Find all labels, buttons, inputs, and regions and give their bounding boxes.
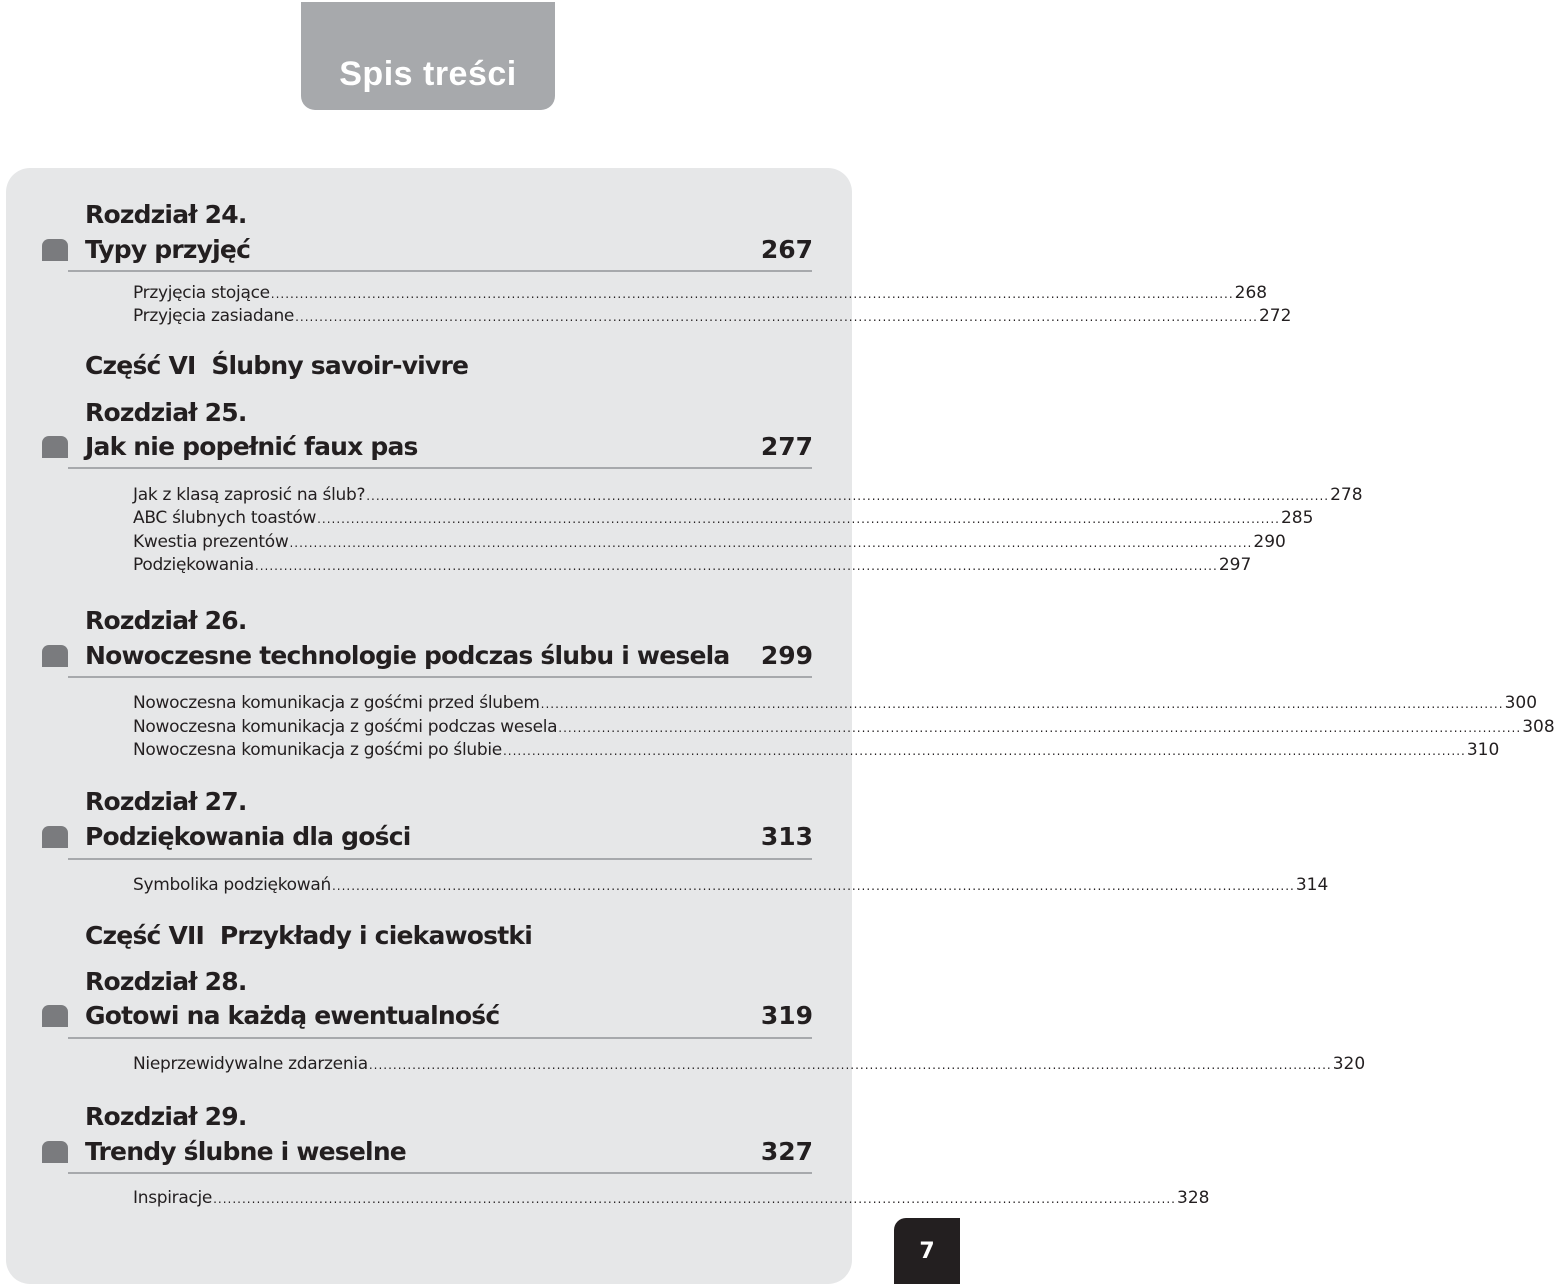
chapter-marker-icon <box>42 1141 68 1163</box>
entry-page: 328 <box>1177 1188 1210 1208</box>
dot-leader: ........................................................................................................................................................................................................ <box>289 536 1253 550</box>
chapter-number: Rozdział 24. <box>85 200 247 229</box>
dot-leader: ........................................................................................................................................................................................................ <box>295 310 1258 324</box>
entry-title: Kwestia prezentów <box>133 532 289 552</box>
entry-title: Nowoczesna komunikacja z gośćmi przed ślubem <box>133 693 540 713</box>
entry-page: 285 <box>1280 508 1314 528</box>
toc-title: Spis treści <box>339 54 517 93</box>
toc-entry[interactable] <box>133 716 1555 738</box>
part-label: Część VII <box>85 921 205 950</box>
chapter-page: 319 <box>760 1001 813 1030</box>
entry-page: 272 <box>1258 306 1292 326</box>
toc-entry[interactable] <box>133 1187 1210 1209</box>
entry-title: Przyjęcia stojące <box>133 283 270 303</box>
chapter-divider <box>68 467 812 469</box>
toc-entry[interactable] <box>133 305 1292 327</box>
chapter-page: 327 <box>760 1137 813 1166</box>
entry-title: Podziękowania <box>133 555 254 575</box>
chapter-divider <box>68 676 812 678</box>
toc-entry[interactable] <box>133 554 1252 576</box>
chapter-title[interactable]: Trendy ślubne i weselne <box>85 1137 406 1166</box>
dot-leader: ........................................................................................................................................................................................................ <box>558 721 1522 735</box>
page-number-box <box>894 1218 960 1284</box>
toc-header-tab <box>301 2 555 110</box>
toc-entry[interactable] <box>133 282 1268 304</box>
chapter-title[interactable]: Nowoczesne technologie podczas ślubu i wesela <box>85 641 730 670</box>
chapter-title[interactable]: Jak nie popełnić faux pas <box>85 432 418 461</box>
entry-page: 308 <box>1522 717 1555 737</box>
entry-title: Inspiracje <box>133 1188 213 1208</box>
toc-entry[interactable] <box>133 531 1286 553</box>
dot-leader: ........................................................................................................................................................................................................ <box>540 697 1504 711</box>
chapter-page: 313 <box>760 822 813 851</box>
chapter-page: 267 <box>760 235 813 264</box>
part-heading <box>85 351 468 381</box>
dot-leader: ........................................................................................................................................................................................................ <box>254 559 1218 573</box>
entry-page: 300 <box>1504 693 1538 713</box>
chapter-marker-icon <box>42 826 68 848</box>
entry-page: 297 <box>1218 555 1252 575</box>
chapter-marker-icon <box>42 645 68 667</box>
chapter-divider <box>68 270 812 272</box>
entry-page: 290 <box>1253 532 1286 552</box>
dot-leader: ........................................................................................................................................................................................................ <box>366 489 1330 503</box>
chapter-marker-icon <box>42 1005 68 1027</box>
page-number: 7 <box>919 1238 935 1264</box>
entry-page: 314 <box>1295 875 1329 895</box>
chapter-page: 299 <box>760 641 813 670</box>
chapter-divider <box>68 1037 812 1039</box>
entry-title: Przyjęcia zasiadane <box>133 306 295 326</box>
entry-title: ABC ślubnych toastów <box>133 508 317 528</box>
part-title: Przykłady i ciekawostki <box>219 921 533 950</box>
entry-title: Symbolika podziękowań <box>133 875 331 895</box>
dot-leader: ........................................................................................................................................................................................................ <box>368 1058 1332 1072</box>
chapter-marker-icon <box>42 239 68 261</box>
dot-leader: ........................................................................................................................................................................................................ <box>317 512 1280 526</box>
chapter-number: Rozdział 25. <box>85 398 247 427</box>
toc-entry[interactable] <box>133 739 1500 761</box>
entry-page: 320 <box>1332 1054 1366 1074</box>
chapter-number: Rozdział 26. <box>85 606 247 635</box>
chapter-page: 277 <box>760 432 813 461</box>
chapter-title[interactable]: Gotowi na każdą ewentualność <box>85 1001 500 1030</box>
entry-title: Jak z klasą zaprosić na ślub? <box>133 485 366 505</box>
toc-entry[interactable] <box>133 507 1314 529</box>
chapter-marker-icon <box>42 436 68 458</box>
dot-leader: ........................................................................................................................................................................................................ <box>331 879 1295 893</box>
chapter-divider <box>68 858 812 860</box>
toc-entry[interactable] <box>133 692 1538 714</box>
chapter-number: Rozdział 28. <box>85 967 247 996</box>
chapter-title[interactable]: Typy przyjęć <box>85 235 251 264</box>
toc-entry[interactable] <box>133 874 1329 896</box>
entry-page: 268 <box>1234 283 1268 303</box>
part-label: Część VI <box>85 351 196 380</box>
chapter-number: Rozdział 29. <box>85 1102 247 1131</box>
chapter-divider <box>68 1172 812 1174</box>
entry-page: 310 <box>1466 740 1500 760</box>
toc-entry[interactable] <box>133 484 1363 506</box>
chapter-number: Rozdział 27. <box>85 787 247 816</box>
part-heading <box>85 921 532 951</box>
entry-page: 278 <box>1330 485 1363 505</box>
dot-leader: ........................................................................................................................................................................................................ <box>213 1192 1176 1206</box>
entry-title: Nowoczesna komunikacja z gośćmi podczas wesela <box>133 717 558 737</box>
chapter-title[interactable]: Podziękowania dla gości <box>85 822 411 851</box>
entry-title: Nieprzewidywalne zdarzenia <box>133 1054 368 1074</box>
part-title: Ślubny savoir-vivre <box>211 351 469 380</box>
toc-entry[interactable] <box>133 1053 1366 1075</box>
dot-leader: ........................................................................................................................................................................................................ <box>270 287 1234 301</box>
dot-leader: ........................................................................................................................................................................................................ <box>502 744 1466 758</box>
entry-title: Nowoczesna komunikacja z gośćmi po ślubie <box>133 740 502 760</box>
